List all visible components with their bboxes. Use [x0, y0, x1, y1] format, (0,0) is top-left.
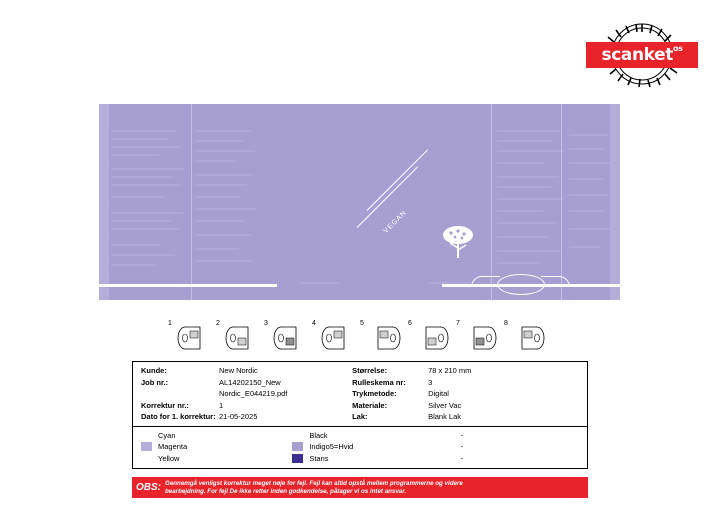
brand-logo — [582, 20, 702, 88]
roll-icon — [512, 318, 546, 352]
spec-key: Størrelse: — [352, 366, 388, 375]
spec-key: Materiale: — [352, 400, 388, 410]
color-item-yellow — [141, 453, 284, 465]
spec-column-right — [344, 365, 587, 423]
color-label: - — [460, 442, 464, 451]
color-swatch — [292, 431, 303, 440]
roll-option-8[interactable] — [504, 318, 548, 354]
obs-label: OBS: — [136, 482, 161, 493]
roll-icon — [272, 318, 306, 352]
spec-key: Trykmetode: — [352, 389, 397, 398]
artwork-right-band — [610, 104, 620, 300]
roll-icon — [176, 318, 210, 352]
spec-column-left — [133, 365, 344, 423]
spec-row-dato — [141, 411, 344, 423]
obs-text — [165, 480, 463, 495]
artwork-left-band — [99, 104, 109, 300]
roll-number: 3 — [264, 320, 268, 327]
roll-number: 4 — [312, 320, 316, 327]
spec-key: Kunde: — [141, 366, 167, 375]
roll-icon — [464, 318, 498, 352]
spec-top-section — [133, 362, 587, 426]
spec-key: Dato for 1. korrektur: — [141, 412, 216, 421]
spec-row-kunde — [141, 365, 344, 377]
spec-colors-section — [133, 427, 587, 469]
artwork-panel-line-2 — [491, 104, 492, 300]
roll-option-4[interactable] — [312, 318, 356, 354]
tree-icon — [437, 222, 479, 264]
color-item-stans — [292, 453, 435, 465]
artwork-panel-line-1 — [191, 104, 192, 300]
color-column-3 — [436, 430, 587, 465]
obs-text-line2: bearbejdning. For fejl De ikke retter inden godkendelse, påtager vi os intet ansvar. — [165, 487, 407, 495]
color-label: Yellow — [158, 453, 180, 463]
roll-option-3[interactable] — [264, 318, 308, 354]
artwork-oval-tail-right — [541, 276, 570, 287]
color-swatch — [444, 431, 455, 440]
color-column-1 — [133, 430, 284, 465]
spec-value: Digital — [428, 389, 449, 398]
artwork-oval-tail-left — [471, 276, 500, 287]
color-item-magenta — [141, 441, 284, 453]
color-item-empty-3 — [444, 453, 587, 465]
color-item-black — [292, 430, 435, 442]
color-label: Cyan — [158, 430, 176, 440]
spec-key: Job nr.: — [141, 377, 169, 387]
logo-wordmark: scanket$^{os}$ — [601, 44, 683, 65]
color-item-empty-1 — [444, 430, 587, 442]
artwork-panel-line-3 — [561, 104, 562, 300]
color-swatch — [292, 454, 303, 463]
color-label: Magenta — [158, 442, 188, 451]
roll-option-5[interactable] — [360, 318, 404, 354]
color-column-2 — [284, 430, 435, 465]
color-label: - — [460, 430, 464, 440]
color-swatch — [444, 442, 455, 451]
spec-value: 1 — [219, 400, 224, 410]
spec-value: 3 — [428, 377, 433, 387]
roll-number: 6 — [408, 320, 412, 327]
roll-option-7[interactable] — [456, 318, 500, 354]
color-swatch — [141, 442, 152, 451]
spec-row-rulleskema — [352, 377, 587, 389]
roll-option-2[interactable] — [216, 318, 260, 354]
color-swatch — [292, 442, 303, 451]
roll-icon — [224, 318, 258, 352]
roll-direction-diagrams — [168, 318, 558, 354]
vegan-label: VEGAN — [382, 209, 409, 235]
roll-number: 1 — [168, 320, 172, 327]
specification-table — [132, 361, 588, 469]
color-swatch — [141, 454, 152, 463]
roll-option-6[interactable] — [408, 318, 452, 354]
spec-value: Blank Lak — [428, 412, 462, 421]
spec-value: 78 x 210 mm — [428, 366, 472, 375]
spec-row-trykmetode — [352, 388, 587, 400]
spec-value: AL14202150_New Nordic_E044219.pdf — [219, 377, 288, 398]
artwork-bottom-rule-left — [99, 284, 277, 287]
roll-option-1[interactable] — [168, 318, 212, 354]
obs-warning-bar — [132, 477, 588, 498]
artwork-texture — [99, 104, 620, 300]
color-label: Indigo5=Hvid — [309, 442, 354, 451]
spec-value: New Nordic — [219, 366, 258, 375]
color-swatch — [141, 431, 152, 440]
roll-number: 7 — [456, 320, 460, 327]
spec-key: Rulleskema nr: — [352, 377, 406, 387]
color-swatch — [444, 454, 455, 463]
roll-icon — [320, 318, 354, 352]
label-artwork-preview — [99, 104, 620, 300]
logo-superscript: os — [673, 44, 683, 53]
logo-wordmark-box — [586, 42, 698, 68]
spec-key: Lak: — [352, 412, 368, 421]
spec-key: Korrektur nr.: — [141, 400, 189, 410]
spec-value: 21-05-2025 — [219, 412, 258, 421]
color-item-empty-2 — [444, 441, 587, 453]
roll-number: 8 — [504, 320, 508, 327]
obs-text-line1: Gennemgå venligst korrektur meget nøje for fejl. Fejl kan altid opstå mellem programmerne og videre — [165, 480, 463, 487]
roll-icon — [368, 318, 402, 352]
color-item-indigo5 — [292, 441, 435, 453]
spec-value: Silver Vac — [428, 400, 462, 410]
spec-row-materiale — [352, 400, 587, 412]
spec-row-jobnr — [141, 377, 344, 400]
artwork-oval-window — [497, 274, 545, 295]
roll-icon — [416, 318, 450, 352]
roll-number: 2 — [216, 320, 220, 327]
spec-row-korrekturnr — [141, 400, 344, 412]
color-label: Stans — [309, 453, 329, 463]
color-label: - — [460, 453, 464, 463]
color-label: Black — [309, 430, 328, 440]
spec-row-lak — [352, 411, 587, 423]
spec-row-storrelse — [352, 365, 587, 377]
color-item-cyan — [141, 430, 284, 442]
roll-number: 5 — [360, 320, 364, 327]
